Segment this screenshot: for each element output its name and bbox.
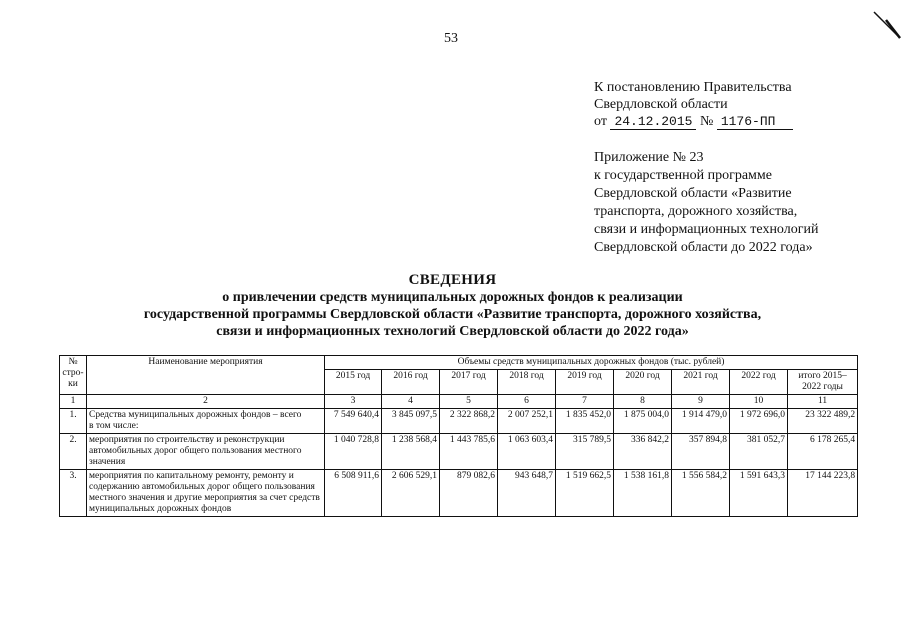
value-cell: 1 591 643,3 <box>730 470 788 517</box>
header-year: 2019 год <box>556 370 614 395</box>
header-year: 2020 год <box>614 370 672 395</box>
header-name: Наименование мероприятия <box>87 356 325 395</box>
appendix-line: Свердловской области до 2022 года» <box>594 240 813 255</box>
column-number: 8 <box>614 395 672 409</box>
column-number: 3 <box>325 395 382 409</box>
value-cell: 1 063 603,4 <box>498 434 556 470</box>
total-cell: 23 322 489,2 <box>788 409 858 434</box>
value-cell: 1 914 479,0 <box>672 409 730 434</box>
decree-number-sign: № <box>699 114 714 129</box>
value-cell: 7 549 640,4 <box>325 409 382 434</box>
appendix-line: транспорта, дорожного хозяйства, <box>594 204 798 219</box>
corner-fold-mark <box>872 6 902 40</box>
table-row <box>60 409 858 434</box>
value-cell: 1 519 662,5 <box>556 470 614 517</box>
header-year: 2015 год <box>325 370 382 395</box>
value-cell: 2 606 529,1 <box>382 470 440 517</box>
decree-reference <box>594 79 793 130</box>
title-line: государственной программы Свердловской области «Развитие транспорта, дорожного хозяйства, <box>143 307 762 322</box>
decree-number: 1176-ПП <box>717 114 794 130</box>
table-row <box>60 434 858 470</box>
column-number: 5 <box>440 395 498 409</box>
title-line: о привлечении средств муниципальных дорожных фондов к реализации <box>222 290 683 305</box>
column-number: 9 <box>672 395 730 409</box>
row-name: мероприятия по капитальному ремонту, ремонту и содержанию автомобильных дорог общего пользования местного значения и другие мероприятия за счет средств муниципальных дорожных фондов <box>87 470 325 517</box>
value-cell: 879 082,6 <box>440 470 498 517</box>
appendix-line: связи и информационных технологий <box>594 222 819 237</box>
total-cell: 6 178 265,4 <box>788 434 858 470</box>
value-cell: 1 443 785,6 <box>440 434 498 470</box>
column-number: 7 <box>556 395 614 409</box>
value-cell: 315 789,5 <box>556 434 614 470</box>
appendix-line: к государственной программе <box>594 168 772 183</box>
value-cell: 2 322 868,2 <box>440 409 498 434</box>
header-volumes: Объемы средств муниципальных дорожных фондов (тыс. рублей) <box>325 356 858 370</box>
header-total: итого 2015–2022 годы <box>788 370 858 395</box>
column-number: 2 <box>87 395 325 409</box>
value-cell: 1 972 696,0 <box>730 409 788 434</box>
title-main: СВЕДЕНИЯ <box>408 272 497 288</box>
total-cell: 17 144 223,8 <box>788 470 858 517</box>
value-cell: 3 845 097,5 <box>382 409 440 434</box>
column-number: 10 <box>730 395 788 409</box>
row-name: мероприятия по строительству и реконструкции автомобильных дорог общего пользования местного значения <box>87 434 325 470</box>
column-number: 11 <box>788 395 858 409</box>
column-number-row <box>60 395 858 409</box>
column-number: 1 <box>60 395 87 409</box>
title-line: связи и информационных технологий Свердловской области до 2022 года» <box>216 324 689 339</box>
funds-table <box>59 355 858 517</box>
header-year: 2021 год <box>672 370 730 395</box>
header-year: 2017 год <box>440 370 498 395</box>
row-name: Средства муниципальных дорожных фондов – всего <box>89 410 302 420</box>
row-number: 2. <box>60 434 87 470</box>
decree-line-2: Свердловской области <box>594 97 728 112</box>
value-cell: 943 648,7 <box>498 470 556 517</box>
value-cell: 357 894,8 <box>672 434 730 470</box>
value-cell: 381 052,7 <box>730 434 788 470</box>
appendix-line: Свердловской области «Развитие <box>594 186 792 201</box>
decree-date: 24.12.2015 <box>610 114 696 130</box>
value-cell: 1 875 004,0 <box>614 409 672 434</box>
value-cell: 6 508 911,6 <box>325 470 382 517</box>
row-note: в том числе: <box>89 421 139 431</box>
table-row <box>60 470 858 517</box>
row-number: 3. <box>60 470 87 517</box>
value-cell: 2 007 252,1 <box>498 409 556 434</box>
page-number: 53 <box>444 31 458 46</box>
value-cell: 336 842,2 <box>614 434 672 470</box>
header-row-number: № стро-ки <box>60 356 87 395</box>
table-header-row <box>60 356 858 370</box>
decree-date-prefix: от <box>594 114 607 129</box>
value-cell: 1 538 161,8 <box>614 470 672 517</box>
header-year: 2016 год <box>382 370 440 395</box>
row-name-cell <box>87 409 325 434</box>
appendix-header <box>594 149 818 257</box>
row-number: 1. <box>60 409 87 434</box>
decree-line-1: К постановлению Правительства <box>594 80 792 95</box>
header-year: 2018 год <box>498 370 556 395</box>
value-cell: 1 835 452,0 <box>556 409 614 434</box>
value-cell: 1 556 584,2 <box>672 470 730 517</box>
column-number: 6 <box>498 395 556 409</box>
column-number: 4 <box>382 395 440 409</box>
value-cell: 1 040 728,8 <box>325 434 382 470</box>
appendix-line: Приложение № 23 <box>594 150 704 165</box>
header-year: 2022 год <box>730 370 788 395</box>
document-title <box>0 271 905 340</box>
value-cell: 1 238 568,4 <box>382 434 440 470</box>
decree-date-line <box>594 113 793 130</box>
